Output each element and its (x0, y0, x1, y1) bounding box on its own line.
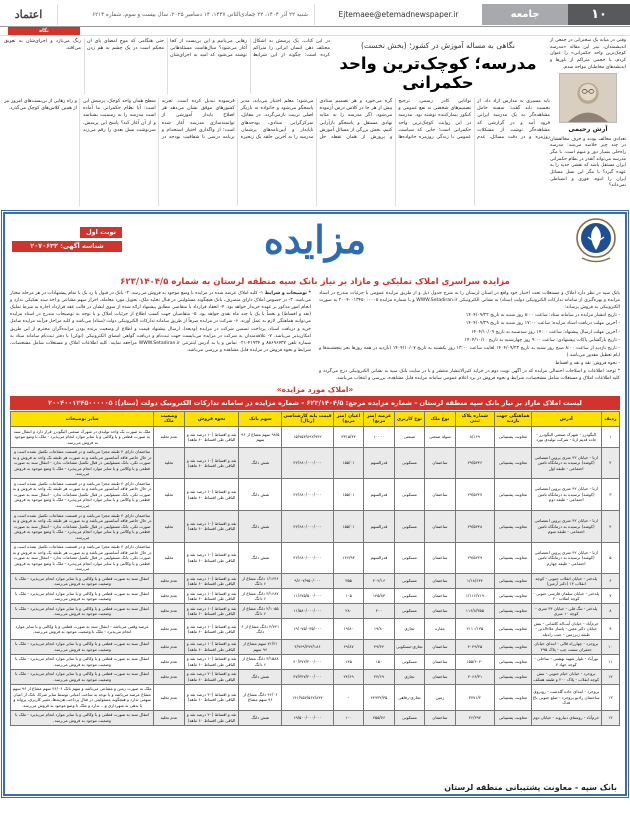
ad-id-badge: شناسه آگهی: ۲۰۷۰۶۳۲ (12, 241, 122, 252)
table-cell: ساختمان (425, 669, 455, 684)
table-cell: مسکونی (394, 574, 424, 589)
masthead-rule-light (0, 35, 630, 36)
table-cell: نقد و اقساط (۱۰ درصد نقد و الباقی طی اقساط ۶۰ ماهه) (184, 619, 239, 640)
table-cell: ۴۴۹۳۲/۳۵ (364, 684, 394, 710)
table-cell: معاونت پشتیبانی (495, 447, 532, 479)
table-cell: ۱۵۵/۰۱ (333, 447, 363, 479)
properties-table-wrap[interactable] (10, 410, 620, 726)
table-cell: انتقال سند به صورت قطعی و یا وکالتی و یا سایر موارد انجام می‌پذیرد - ملک با وضعیت موجود به فروش می‌رسد. (11, 669, 154, 684)
table-cell: ۳ (601, 479, 619, 511)
author-photo (559, 73, 617, 123)
table-cell: ۹ (601, 619, 619, 640)
table-cell: نقد و اقساط (۱۰ درصد نقد و الباقی طی اقساط ۶۰ ماهه) (184, 589, 239, 604)
table-cell: ۱۱/۶۷۵/۵۰۰/۰۰۰ (282, 589, 334, 604)
table-cell: معاونت پشتیبانی (495, 479, 532, 511)
column-header: قیمت پایه کارشناسی (ریال) (282, 412, 334, 427)
ad-header (10, 217, 620, 275)
column-header: سایر توضیحات (11, 412, 154, 427)
table-cell: تخلیه (154, 542, 184, 574)
table-cell: مسکونی (394, 710, 424, 725)
table-cell: نقد و اقساط (۳۰ درصد نقد و الباقی طی اقساط ۶۰ ماهه) (184, 684, 239, 710)
table-cell: ۲۹/۵۲۴۶ (455, 447, 495, 479)
column-header: آدرس (531, 412, 601, 427)
table-cell: معاونت پشتیبانی (495, 542, 532, 574)
table-cell: معاونت پشتیبانی (495, 511, 532, 543)
table-cell: تخلیه (154, 447, 184, 479)
table-cell: خرم‌آباد - روستای دیناروند - خیابان دوم (531, 710, 601, 725)
table-cell: انتقال سند به صورت قطعی و یا وکالتی و یا سایر موارد انجام می‌پذیرد - ملک با وضعیت موجود به فروش می‌رسد. (11, 710, 154, 725)
table-cell: عدم تخلیه (154, 710, 184, 725)
table-cell: ۱۵۵/۶۰۲۰ (455, 654, 495, 669)
table-cell: ۲۹/۵۲۴۷ (455, 479, 495, 511)
table-cell: ۴۷/۳۴۷/۲۰۰/۰۰۰ (282, 669, 334, 684)
table-cell: تجاری (394, 669, 424, 684)
table-cell: ۴ (601, 511, 619, 543)
table-cell: معاونت پشتیبانی (495, 639, 532, 654)
table-cell: ۱۳ (601, 684, 619, 710)
table-cell: معاونت پشتیبانی (495, 710, 532, 725)
table-cell: ۴۲/۶۸۰/۰۰۰/۰۰۰ (282, 511, 334, 543)
table-cell: ۱۱/۵۸۰/۰۰۰/۰۰۰ (282, 604, 334, 619)
table-cell: ۷ (601, 589, 619, 604)
table-cell: مسکونی (394, 479, 424, 511)
ad-footer: بانک سپه - معاونت پشتیبانی منطقه لرستان (444, 783, 617, 792)
table-cell: پلدختر - تنگ قلی - خیابان ۲۴ متری - کوچه ۱۰ متری (531, 604, 601, 619)
table-cell: ۱۹/۸۰ (333, 619, 363, 640)
schedule-item: * توجه: اطلاعات و اصلاحات احتمالی مزایده که در آگهی نوبت دوم در جراید کثیرالانتشار منتشر و یا در سایت بانک سپه به نشانی الکترونیکی درج می‌گردد و کلیه اطلاعات املاک و مستغلات شامل مشخصات، شرایط و نحوه فروش در برد اعلام عمومی سامانه مزایده قابل مشاهده، بررسی و انتخاب می‌باشد. (319, 369, 620, 382)
table-cell: مسکونی (394, 542, 424, 574)
table-cell: - (333, 684, 363, 710)
table-cell: ۴۰/۳۷۲/۲۰۰/۰۰۰ (282, 654, 334, 669)
table-cell: عدم تخلیه (154, 589, 184, 604)
table-cell: قدرالسهم (364, 447, 394, 479)
table-cell: ۱/۱۸/۶۴۴ (455, 574, 495, 589)
table-cell: ساختمان دارای ۴ طبقه مجزا می‌باشد و در قسمت مشاعات تکمیل نشده است و در حال حاضر فاقد آسانسور می‌باشد و به صورت هر طبقه یک واحد به فروش و به صورت تکی، بانک مسئولیتی در قبال تکمیل مشاعات ندارد - انتقال سند به صورت قطعی و یا وکالتی و یا سایر موارد انجام می‌پذیرد - ملک با وضع موجود به فروش می‌رسد. (11, 447, 154, 479)
table-cell: ۱۱ (601, 654, 619, 669)
table-cell: ۱۰۰۰۰ (364, 427, 394, 448)
table-cell: ۲۹/۵۲۴۸ (455, 511, 495, 543)
conditions-title: * توضیحات و شرایط (264, 291, 311, 296)
table-cell: معاونت پشتیبانی (495, 604, 532, 619)
table-cell: ساختمان (425, 654, 455, 669)
schedule-item: - آخرین مهلت دریافت اسناد مزایده: ساعت ۱۷:۰۰ روز شنبه به تاریخ ۱۴۰۴/۰۹/۲۹ (465, 321, 620, 327)
table-cell: معاونت پشتیبانی (495, 684, 532, 710)
table-cell: ۳/۱۵۸۸ دانگ مشاع از ۶ دانگ (239, 654, 282, 669)
table-cell: ۲۰۲/۱۶ (364, 574, 394, 589)
table-row (11, 589, 620, 604)
table-cell: عدم تخلیه (154, 669, 184, 684)
table-row (11, 654, 620, 669)
table-cell: معاونت پشتیبانی (495, 619, 532, 640)
table-cell: ۳۳۱۵/۴۴ (333, 427, 363, 448)
table-cell: انتقال سند به صورت قطعی و یا وکالتی و یا سایر موارد انجام می‌پذیرد - ملک با وضعیت موجود به فروش می‌رسد. (11, 639, 154, 654)
table-cell: نقد و اقساط (۱۰ درصد نقد و الباقی طی اقساط ۶۰ ماهه) (184, 574, 239, 589)
table-cell: تجاری (394, 619, 424, 640)
article-kicker: نگاهی به مساله آموزش در کشور؛ (بخش نخست) (361, 41, 515, 50)
ad-subtitle: مزایده سراسری املاک تملیکی و مازاد بر نیاز بانک سپه منطقه لرستان به شماره ۶۲۳/۱۴۰۴/۵ (120, 277, 510, 287)
table-cell: شش دانگ (239, 542, 282, 574)
table-cell: ۴۰۰ (364, 604, 394, 619)
table-cell: ۱۴۵ (333, 654, 363, 669)
table-cell: شش دانگ (239, 511, 282, 543)
table-cell: ۱۰۰ (333, 710, 363, 725)
properties-table-body (11, 427, 620, 726)
table-cell: عدم تخلیه (154, 654, 184, 669)
table-cell: ساختمان دارای ۴ طبقه مجزا می‌باشد و در قسمت مشاعات تکمیل نشده است و در حال حاضر فاقد آسانسور می‌باشد و به صورت هر طبقه یک واحد به فروش و به صورت تکی، بانک مسئولیتی در قبال تکمیل مشاعات ندارد - انتقال سند به صورت قطعی و یا وکالتی و یا سایر موارد انجام می‌پذیرد - ملک با وضع موجود به فروش می‌رسد. (11, 542, 154, 574)
column-header: شماره پلاک ثبتی (455, 412, 495, 427)
table-cell: ۴۲/۶۸۰/۰۰۰/۰۰۰ (282, 542, 334, 574)
table-cell: ساختمان دارای ۴ طبقه مجزا می‌باشد و در قسمت مشاعات تکمیل نشده است و در حال حاضر فاقد آسانسور می‌باشد و به صورت هر طبقه یک واحد به فروش و به صورت تکی، بانک مسئولیتی در قبال تکمیل مشاعات ندارد - انتقال سند به صورت قطعی و یا وکالتی و یا سایر موارد انجام می‌پذیرد - ملک با وضع موجود به فروش می‌رسد. (11, 511, 154, 543)
table-cell: ساختمان (425, 574, 455, 589)
table-row (11, 542, 620, 574)
table-cell: ۲۰۶۶/۳۱ (455, 669, 495, 684)
table-cell: قدرالسهم (364, 511, 394, 543)
properties-heading: «املاک مورد مزایده» (276, 385, 354, 395)
table-row (11, 574, 620, 589)
table-cell: معاونت پشتیبانی (495, 654, 532, 669)
table-cell: مسکونی (394, 654, 424, 669)
table-cell: مسکونی (394, 447, 424, 479)
table-cell: ۱۹/۸۰ (364, 619, 394, 640)
table-cell: ساختمان (425, 479, 455, 511)
table-cell: تخلیه (154, 511, 184, 543)
table-cell: تجاری-مسکونی (394, 639, 424, 654)
table-cell: انتقال سند به صورت قطعی و یا وکالتی و یا سایر موارد انجام می‌پذیرد - ملک با وضعیت موجود به فروش می‌رسد. (11, 589, 154, 604)
table-cell: ازنا - خیابان ۴۲ متری پروین اعتصامی (کوشه) نرسیده به درمانگاه تامین اجتماعی - طبقه سوم (531, 511, 601, 543)
table-cell: شش دانگ (239, 710, 282, 725)
table-cell: بروجرد - چهارراه قالی - ابتدای خیابان جعفران سمت چپ - پلاک ۴۹۵ (531, 639, 601, 654)
table-row (11, 479, 620, 511)
author-column (550, 38, 626, 208)
etemad-logo: اعتماد (0, 4, 58, 25)
table-cell: ۴/۹۶۹/۲۷۲/۱۸۶ (282, 639, 334, 654)
table-cell: نقد و اقساط (۱۰ درصد نقد و الباقی طی اقساط ۶۰ ماهه) (184, 511, 239, 543)
properties-table-head (11, 412, 620, 427)
table-row (11, 684, 620, 710)
column-header: عرصه (متر مربع) (364, 412, 394, 427)
headline-block (330, 38, 546, 94)
table-cell: ۲۶/۲۹۴ (455, 710, 495, 725)
table-cell: ۸/۱۶۹ (455, 427, 495, 448)
table-cell: ۱۵۵/۰۱ (333, 479, 363, 511)
schedule-item: - تاریخ بازگشایی پاکات پیشنهادی: ساعت ۹:۰۰ روز چهارشنبه به تاریخ ۱۴۰۴/۱۰/۱۰ (464, 337, 620, 343)
table-cell: ۲۴/۶۹ (364, 669, 394, 684)
table-cell: ۲ (601, 447, 619, 479)
table-cell: معاونت پشتیبانی (495, 589, 532, 604)
table-cell: ۱۰ (601, 639, 619, 654)
table-cell: الیگودرز - شهرک صنعتی الیگودرز - جاده قدیم ازنا - شرکت تولیدی نورد (531, 427, 601, 448)
table-cell: ۲۸۰ (333, 604, 363, 619)
table-cell: ۲۵۵/۷۶ (364, 710, 394, 725)
table-row (11, 447, 620, 479)
table-cell: عدم تخلیه (154, 619, 184, 640)
author-intro-text: وقتی در میانه یک سخنرانی در جمعی از اندیشمندان، تیتر این مقاله «مدرسه کوچک‌ترین واحد حکمرانی» را عنوان کردم، با حجمی متراکم از باورها و اندیشه‌های مخاطبان مواجه شدم. (550, 38, 626, 70)
table-cell: شش دانگ (239, 479, 282, 511)
table-cell: ساختمان دارای ۴ طبقه مجزا می‌باشد و در قسمت مشاعات تکمیل نشده است و در حال حاضر فاقد آسانسور می‌باشد و به صورت هر طبقه یک واحد به فروش و به صورت تکی، بانک مسئولیتی در قبال تکمیل مشاعات ندارد - انتقال سند به صورت قطعی و یا وکالتی و یا سایر موارد انجام می‌پذیرد - ملک با وضع موجود به فروش می‌رسد. (11, 479, 154, 511)
author-portrait-graphic (560, 74, 616, 122)
table-cell: ۴۶/۰۶ دانگ مشاع از ۹۶ سهم مشاع (239, 684, 282, 710)
table-cell: ۱۲ (601, 669, 619, 684)
table-cell: خرم‌آباد - خیابان آیت‌اله کاشانی - نبش خیابان دکتر معین - پاساژ علاءالدین - طبقه زیرزمین - جنب راه‌پله (531, 619, 601, 640)
table-cell: ۱۰۵ (333, 589, 363, 604)
table-cell: ملک به صورت یک واحد تولیدی در شهرک صنعتی الیگودرز قرار دارد و انتقال سند به صورت قطعی و یا وکالتی و یا سایر موارد انجام می‌پذیرد - ملک با وضع موجود به فروش می‌رسد. (11, 427, 154, 448)
table-cell: ۱/۱۶۴۶ دانگ مشاع از ۶ دانگ (239, 574, 282, 589)
schedule-item: - تاریخ انتشار مزایده در سامانه ستاد: ساعت ۸:۰۰ روز شنبه به تاریخ ۱۴۰۴/۰۹/۲۲ (465, 313, 620, 319)
table-cell: عدم تخلیه (154, 639, 184, 654)
table-cell: نقد و اقساط (۱۰ درصد نقد و الباقی طی اقساط ۶۰ ماهه) (184, 604, 239, 619)
table-cell: قدرالسهم (364, 479, 394, 511)
author-after-text: تعدادی مخالف بودند و حرف مخالفشان در چند چیز خلاصه می‌شد: مدرسه راه‌حلی بسیار دور و مبهم است. یا مگر مدرسه می‌تواند آنقدر در نظام حکمرانی ایران مستقل باشد که نقشی جدید را به عهده گیرد؟ یا مگر این نسل مسائل ایران را انبوه، فوری و انضباطی نمی‌داند؟ (550, 136, 626, 189)
table-row (11, 427, 620, 448)
lead-article (4, 38, 626, 208)
column-header: ردیف (601, 412, 619, 427)
table-cell: ۱۹/۵۰۰/۰۰۰/۰۰۰ (282, 710, 334, 725)
table-cell: ۹۸/۵ سهم مشاع از ۹۶ سهم (239, 427, 282, 448)
table-row (11, 639, 620, 654)
schedule-item: - آخرین مهلت ارسال پیشنهاد: ساعت ۱۷:۰۰ روز سه‌شنبه به تاریخ ۱۴۰۴/۱۰/۰۹ (471, 329, 620, 335)
table-cell: ۱ (601, 427, 619, 448)
date-line: شنبه ۲۲ آذر ۱۴۰۴، ۲۲ جمادی‌الثانی ۱۴۴۷، ۱۴ دسامبر ۲۰۲۵، سال بیست و سوم، شماره ۶۲۱۴ (92, 11, 308, 18)
table-cell: مسکونی (394, 604, 424, 619)
table-cell: پلدختر - خیابان سلمان فارسی جنوبی - کوچه انقلاب ۲۰ (531, 589, 601, 604)
table-cell: نقد و اقساط (۲۰ درصد نقد و الباقی طی اقساط ۶۰ ماهه) (184, 710, 239, 725)
table-cell: ازنا - خیابان ۴۲ متری پروین اعتصامی (کوشه) نرسیده به درمانگاه تامین اجتماعی - طبقه اول (531, 447, 601, 479)
table-cell: ۹/۶۰۷/۹۵۰/۰۰۰ (282, 574, 334, 589)
table-cell: مغازه (425, 619, 455, 640)
table-cell: ۲۴/۶۹ (333, 669, 363, 684)
schedule-item: - نحوه فروش: نقد و نقد و اقساط (555, 360, 620, 366)
ad-title: مزایده (263, 217, 367, 262)
table-cell: عرصه وقفی می‌باشد - انتقال سند به صورت قطعی و یا وکالتی و یا سایر موارد انجام می‌پذیرد - ملک با وضعیت موجود به فروش می‌رسد. (11, 619, 154, 640)
column-header: هماهنگی جهت بازدید (495, 412, 532, 427)
table-cell: ۴۹/۴۴ (364, 639, 394, 654)
table-cell: ۱۵/۷۵۳/۸۹۲/۹۴۲ (282, 427, 334, 448)
table-cell: ۱۴۶/۹۳ (333, 542, 363, 574)
table-cell: ۸ (601, 604, 619, 619)
table-row (11, 619, 620, 640)
table-cell: زمین (425, 684, 455, 710)
table-cell: ۴۲/۶۸۰/۰۰۰/۰۰۰ (282, 447, 334, 479)
table-cell: انتقال سند به صورت قطعی و یا وکالتی و یا سایر موارد انجام می‌پذیرد - ملک با وضعیت موجود به فروش می‌رسد. (11, 574, 154, 589)
table-cell: ۱۵۰ (364, 654, 394, 669)
table-cell: ساختمان (425, 710, 455, 725)
table-row (11, 669, 620, 684)
ad-intro: بانک سپه در نظر دارد املاک و مستغلات تحت اختیار خود واقع در استان لرستان را به شرح جدول ذیل و از طریق مزایده عمومی با جزئیات مندرج در اسناد مزایده و بهره‌گیری از سامانه تدارکات الکترونیکی دولت (ستاد) به نشانی الکترونیکی WWW.Setadiran.ir و با شماره مزایده ۲۰۰۴۰۰۱۳۴۵۰۰۰۰۰۵ به صورت الکترونیکی به فروش برساند: (319, 291, 620, 311)
table-cell: عدم تخلیه (154, 427, 184, 448)
auction-ad (3, 212, 627, 796)
column-header: سهم بانک (239, 412, 282, 427)
table-cell: ۵ (601, 542, 619, 574)
table-cell: عدم تخلیه (154, 684, 184, 710)
table-cell: ۱۴ (601, 710, 619, 725)
ad-body-text (10, 290, 620, 382)
table-cell: ساختمان (425, 589, 455, 604)
table-row (11, 710, 620, 725)
table-cell: نقد و اقساط (۱۰ درصد نقد و الباقی طی اقساط ۶۰ ماهه) (184, 479, 239, 511)
table-cell: شش دانگ (239, 669, 282, 684)
column-header: نوع کاربری (394, 412, 424, 427)
table-cell: انتقال سند به صورت قطعی و یا وکالتی و یا سایر موارد انجام می‌پذیرد - ملک با وضعیت موجود به فروش می‌رسد. (11, 654, 154, 669)
table-cell: نقد و اقساط (۱۰ درصد نقد و الباقی طی اقساط ۶۰ ماهه) (184, 654, 239, 669)
table-cell: نقد و اقساط (۱۰ درصد نقد و الباقی طی اقساط ۶۰ ماهه) (184, 639, 239, 654)
table-cell: صنعتی (394, 427, 424, 448)
table-cell: معاونت پشتیبانی (495, 669, 532, 684)
table-cell: ازنا - خیابان ۴۲ متری پروین اعتصامی (کوشه) نرسیده به درمانگاه تامین اجتماعی - طبقه چهارم (531, 542, 601, 574)
column-tag: نگاه (8, 27, 80, 35)
table-cell: ۲۹/۵۲۴۹ (455, 542, 495, 574)
table-cell: عدم تخلیه (154, 604, 184, 619)
column-header: نحوه فروش (184, 412, 239, 427)
table-cell: ۷۱/۲۱ سهم مشاع از ۹۶ سهم (239, 639, 282, 654)
table-cell: ۱۱۶/۸/۳۵۵ (455, 604, 495, 619)
table-cell: معاونت پشتیبانی (495, 574, 532, 589)
table-cell: ۱۹/۰۷۵/۰۳۵/۰۰۰ (282, 619, 334, 640)
table-banner: لیست املاک مازاد بر نیاز بانک سپه منطقه لرستان - شماره مزایده مرجع: ۶۲۳/۱۴۰۴/۵ - شماره مزایده در سامانه تدارکات الکترونیک دولت (ستاد): ۲۰۰۴۰۰۱۳۴۵۰۰۰۰۰۵ (10, 396, 620, 410)
ad-conditions-block (10, 290, 311, 382)
table-cell: ۴۲/۶۸۰/۰۰۰/۰۰۰ (282, 479, 334, 511)
table-cell: تخلیه (154, 479, 184, 511)
table-cell: ۲/۱۰۵۵ دانگ مشاع از ۶ دانگ (239, 604, 282, 619)
masthead (0, 4, 630, 25)
table-cell: ۴۰۴۹/۲۵ (455, 639, 495, 654)
masthead-rule (0, 26, 630, 27)
ad-intro-block (319, 290, 620, 382)
table-cell: ۱۴۵/۸۳ (364, 589, 394, 604)
column-header: نوع ملک (425, 412, 455, 427)
table-cell: نقد و اقساط (۱۰ درصد نقد و الباقی طی اقساط ۶۰ ماهه) (184, 447, 239, 479)
table-cell: نقد و اقساط (۱۰ درصد نقد و الباقی طی اقساط ۶۰ ماهه) (184, 427, 239, 448)
table-cell: ساختمان (425, 542, 455, 574)
notice-type-badge: نوبت اول (80, 227, 122, 238)
column-header: وضعیت ملک (154, 412, 184, 427)
table-cell: ۳۵۵ (333, 574, 363, 589)
table-cell: نورآباد - بلوار شهید بهشتی - ساحلی - کوچه جهاد ۷ (531, 654, 601, 669)
table-cell: ۲/۷۴۱ دانگ مشاع از ۶ دانگ (239, 619, 282, 640)
table-cell: ۳۷۷۱/۲ (455, 684, 495, 710)
table-cell: شش دانگ (239, 447, 282, 479)
table-cell: قدرالسهم (364, 542, 394, 574)
table-cell: ۲۱۱۰/۱۳۵ (455, 619, 495, 640)
table-cell: عدم تخلیه (154, 574, 184, 589)
table-row (11, 604, 620, 619)
author-name: آرش رحیمی (568, 125, 608, 134)
table-cell: ساختمان (425, 639, 455, 654)
table-row (11, 511, 620, 543)
article-headline[interactable]: مدرسه؛ کوچک‌ترین واحد حکمرانی (339, 54, 537, 92)
article-body-bottom: باید مسیری به مدارس آزاد داد. از نخست باید گفت: سفینه حامل مشاهده‌گر به یک مدرسه ایرانی فرود آمد و در گزارشی که مشاهده‌گر نوشت از مشکلات روزمره و در دقت مسائل، عدم توانایی کادر رسمی، ترجیح تصمیم‌های شخصی به نفع عمومی و کنکور بیمارکننده نوشته بود. مدرسه در این روایت کوچک‌ترین واحد حکمرانی است؛ جایی که سیاست عمومی با زندگی روزمره خانواده‌ها گره می‌خورد و هر تصمیم ستادی پیش از هر جا در کلاس درس آزموده می‌شود. اگر مدرسه را به مثابه نهادی مستقل و پاسخگو بازآرایی کنیم، بخش بزرگی از مسائل آموزش و پرورش از همان نقطه حل می‌شود؛ معلم اختیار می‌یابد، مدیر پاسخگو می‌شود و خانواده به بازیگر اصلی تربیت بازمی‌گردد. در مقابل، تمرکزگرایی ستادی، بودجه‌های ناپایدار و آیین‌نامه‌های پرشمار، مدرسه را به آخرین حلقه یک زنجیره فرسوده تبدیل کرده است. تجربه کشورهای موفق نشان می‌دهد هر اصلاح پایدار آموزشی از توانمندسازی مدرسه آغاز شده است؛ از واگذاری اختیار استخدام و برنامه درسی تا شفافیت بودجه در سطح همان واحد کوچک. پرسش این است: آیا نظام حکمرانی ما آماده است مدرسه را به رسمیت بشناسد و از آن آغاز کند؟ پاسخ این پرسش، سرنوشت نسل بعدی را رقم می‌زند و راه رهایی از بن‌بست‌های امروز نیز از همین کلاس‌های کوچک می‌گذرد. (4, 99, 550, 140)
page-number: ۱۰ (568, 4, 630, 25)
table-cell: انتقال سند به صورت قطعی و یا وکالتی و یا سایر موارد انجام می‌پذیرد - ملک با وضعیت موجود به فروش می‌رسد. (11, 604, 154, 619)
table-cell: ۱۵۵/۰۱ (333, 511, 363, 543)
table-cell: بروجرد - ابتدای جاده گلدشت - روبروی ساختمان رادیو بروجرد - ضلع جنوبی باغ فدک (531, 684, 601, 710)
conditions-text: ۱- کلیه املاک عرضه شده در مزایده با وضع موجود به فروش می‌رسد. ۲- بانک در قبول یا رد یک یا تمام پیشنهادات در هر مرحله مختار می‌باشد. ۳- در خصوص املاک دارای متصرف، بانک هیچگونه مسئولیتی در قبال تخلیه ملک، تحویل مورد معامله، احراز سهم مشاعی و اخذ سند تفکیکی ندارد و انجام امور مذکور بر عهده خریدار خواهد بود. ۴- انعقاد قرارداد با متقاضی مطابق پیشنهاد ارائه شده از سوی ایشان در قالب عقد قرارداد اجاره به شرط تملیک (نقد و اقساط) و بعضاً با یک یا چند ماه نقدی خواهد بود. ۵- متقاضیان جهت کسب اطلاع از جزئیات املاک و با توجه به توضیحات مندرج در اسناد مزایده می‌توانند هماهنگی لازم به عمل آورند. ۶- شرکت در مزایده صرفاً از طریق سامانه تدارکات الکترونیکی دولت (ستاد) می‌باشد و کلیه مراحل فرآیند مزایده شامل خرید و دریافت اسناد، پرداخت تضمین شرکت در مزایده (ودیعه)، ارسال پیشنهاد قیمت و اطلاع از وضعیت برنده بودن مزایده‌گران محترم از این طریق امکان‌پذیر می‌باشد. ۷- علاقه‌مندان به شرکت در مزایده می‌بایست جهت ثبت‌نام و دریافت گواهی امضای الکترونیکی (توکن) با دفتر ثبت‌نام سامانه ستاد به شماره تلفن ۸۸۶۹۶۷۳۷ و ۴۱۹۳۴-۰۲۱ تماس و یا به آدرس اینترنتی WWW.Setadiran.ir مراجعه نمایند. کلیه اطلاعات املاک و مستغلات شامل مشخصات، شرایط و نحوه فروش در مزایده قابل مشاهده و بررسی می‌باشد. (10, 291, 312, 353)
column-header: اعیان (متر مربع) (333, 412, 363, 427)
ad-schedule (319, 312, 620, 382)
table-cell: ساختمان (425, 604, 455, 619)
section-name: جامعه (482, 4, 568, 25)
table-cell: معاونت پشتیبانی (495, 427, 532, 448)
table-cell: ۳/۱۶۸۷ دانگ مشاع از ۶ دانگ (239, 589, 282, 604)
table-cell: ۶۹/۸۷ (333, 639, 363, 654)
table-cell: سوله صنعتی (425, 427, 455, 448)
properties-table (10, 411, 620, 726)
article-body-top: در این کتاب، یک پرسش به اشکال مختلف ذهن انسان ایرانی را متراکم کرده است: چگونه از این شرایط رهایی می‌یابیم و این بن‌بست از کجا آغاز می‌شود؟ سال‌هاست مسئله‌هایی نوشته می‌شود که امید به اجرای‌شان حتی هنگامی که موج امضای پای آن محکم است در یک چشم به هم زدن رنگ می‌بازد و اجرای‌شان به تعویق می‌افتد. (4, 39, 330, 59)
table-cell: مسکونی (394, 589, 424, 604)
table-cell: نقد و اقساط (۱۰ درصد نقد و الباقی طی اقساط ۶۰ ماهه) (184, 542, 239, 574)
table-cell: ازنا - خیابان ۴۲ متری پروین اعتصامی (کوشه) نرسیده به درمانگاه تامین اجتماعی - طبقه دوم (531, 479, 601, 511)
table-cell: تجاری-رفاهی (394, 684, 424, 710)
table-cell: نقد و اقساط (۲۰ درصد نقد و الباقی طی اقساط ۶۰ ماهه) (184, 669, 239, 684)
table-cell: بروجرد - خیابان خیام جنوبی - نبش کوچه انقلاب - پلاک ۲۰۰ و طبقه همکف (531, 669, 601, 684)
table-cell: ساختمان (425, 447, 455, 479)
table-cell: ۱/۱۱۶/۷۱۹ (455, 589, 495, 604)
table-cell: ملک به صورت زمین و مشاعی می‌باشد و سهم بانک ۴۶/۰۶ سهم مشاع از ۹۶ سهم مشاع عرصه می‌باشد و با توجه به ساخت اعیانی توسط سایر شرکا، بانک از اعیان سهمی ندارد و هیچگونه مسئولیتی در قبال پرداخت هزینه‌ها، تغییر کاربری، پروانه و یا بدهی به شهرداری و... ندارد و ملک با وضع موجود به فروش می‌رسد. (11, 684, 154, 710)
table-cell: ساختمان (425, 511, 455, 543)
table-cell: ۶ (601, 574, 619, 589)
schedule-item: - تاریخ بازدید از ساعت ۸:۰۰ صبح روز شنبه به تاریخ ۱۴۰۴/۰۹/۲۳ لغایت ساعت ۱۳:۰۰ روز یکشنبه به تاریخ ۱۴۰۴/۱۰/۰۷ (بازدید در همه روزها بجز پنجشنبه‌ها و ایام تعطیل مقدور می‌باشد.) (319, 345, 621, 358)
table-cell: ۱۴۱/۷۵۷/۵۶۷/۸۴۴ (282, 684, 334, 710)
table-cell: مسکونی (394, 511, 424, 543)
section-email[interactable]: Ejtemaee@etemadnewspaper.ir (314, 4, 482, 25)
table-cell: پلدختر - خیابان انقلاب جنوبی - کوچه انقلاب ۱۴ (دکتر آرمین) (531, 574, 601, 589)
